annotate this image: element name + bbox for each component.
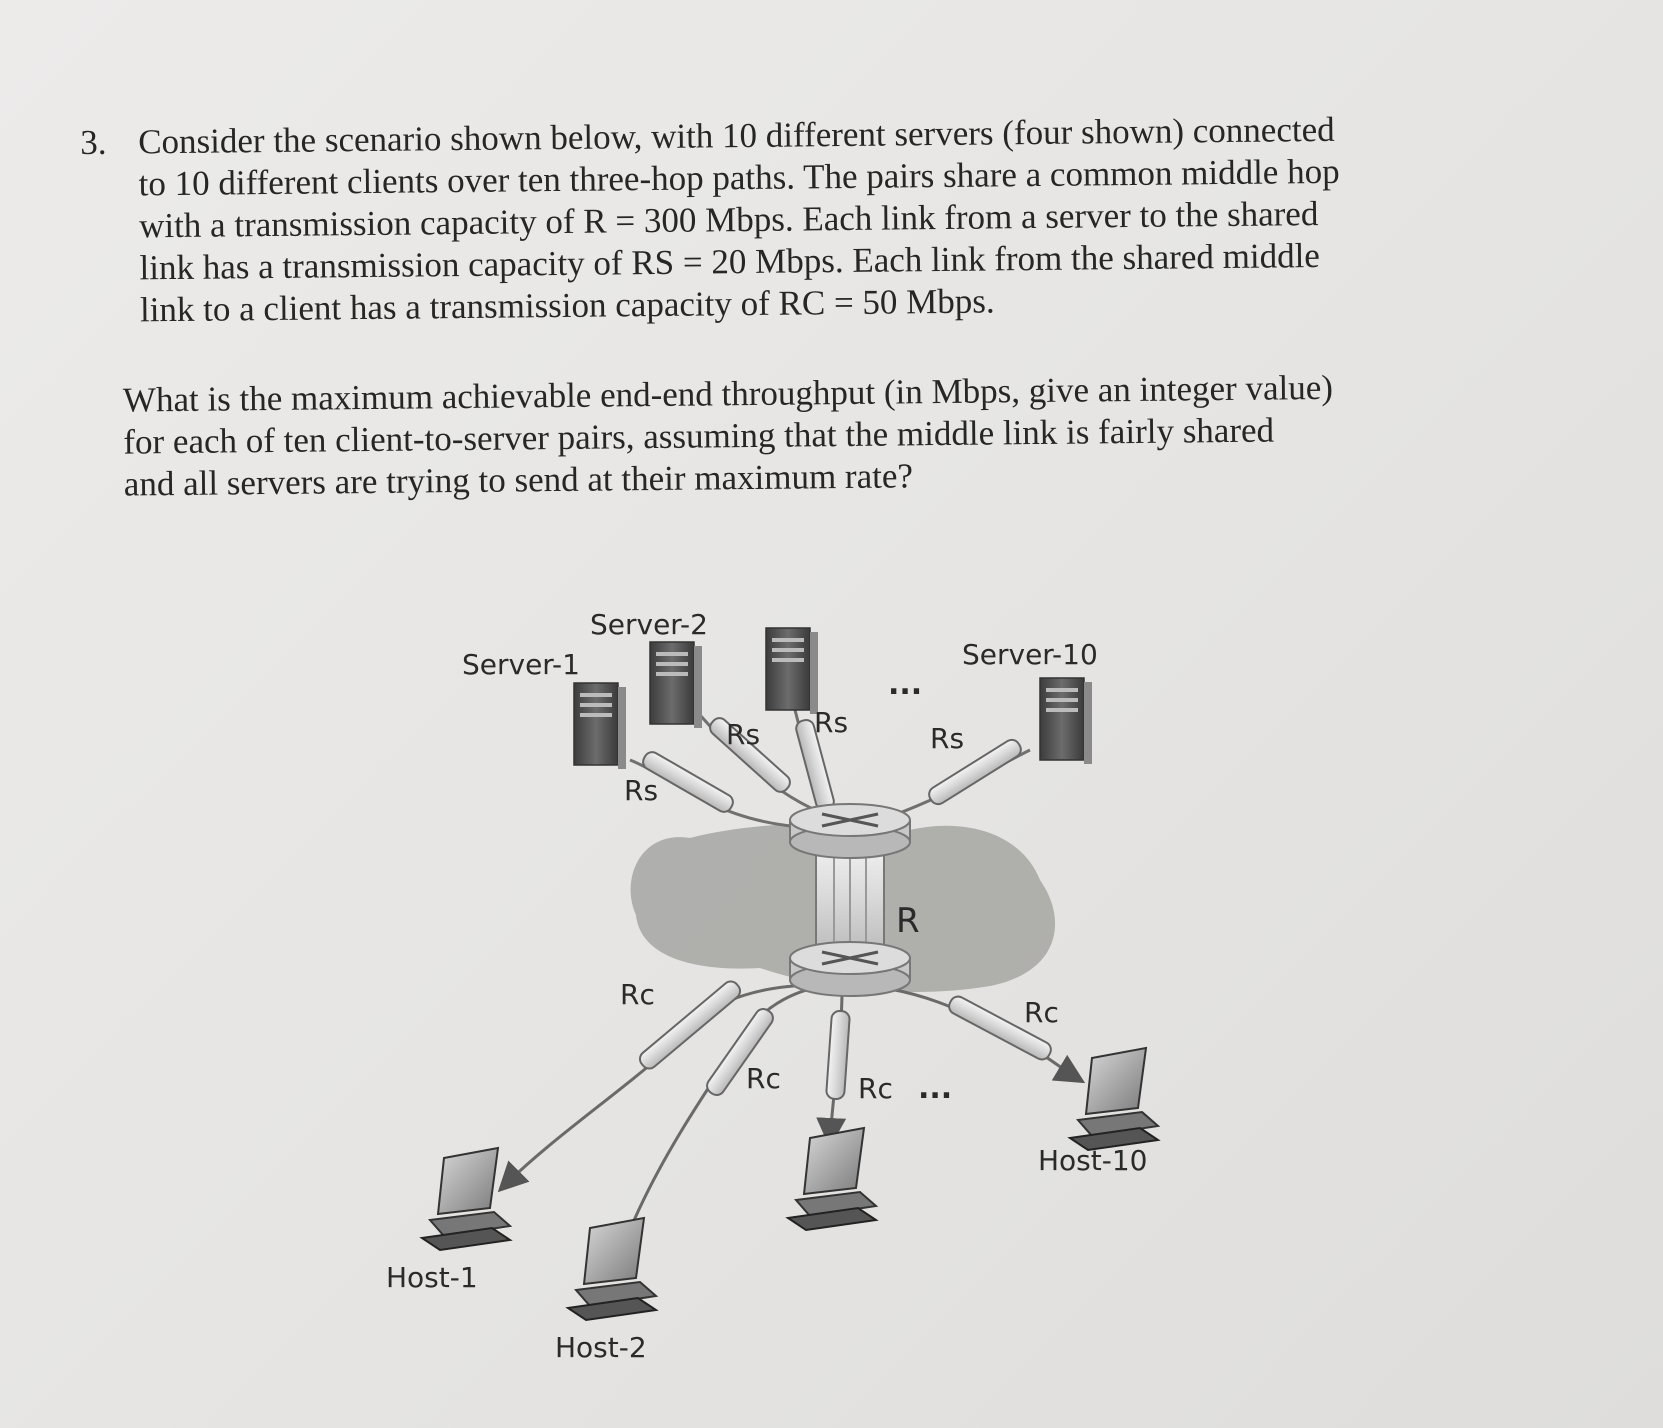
rc-label: Rc <box>1024 996 1059 1029</box>
host-computer-icon <box>788 1128 876 1230</box>
prompt-line: What is the maximum achievable end-end throughput (in Mbps, give an integer value) <box>122 367 1334 420</box>
router-icon <box>790 942 910 996</box>
server-2-label: Server-2 <box>590 608 708 641</box>
host-2-label: Host-2 <box>555 1331 647 1364</box>
server-1-label: Server-1 <box>462 648 580 681</box>
server-icon <box>766 628 818 714</box>
intro-line: to 10 different clients over ten three-hop paths. The pairs share a common middle hop <box>138 151 1340 204</box>
rc-label: Rc <box>620 978 655 1011</box>
intro-line: Consider the scenario shown below, with 10 different servers (four shown) connected <box>138 109 1335 162</box>
host-1-label: Host-1 <box>386 1261 478 1294</box>
rs-label: Rs <box>814 706 849 739</box>
rc-label: Rc <box>746 1062 781 1095</box>
rc-label: Rc <box>858 1072 893 1105</box>
ellipsis-servers: ... <box>888 667 923 702</box>
rs-label: Rs <box>930 722 965 755</box>
server-10-label: Server-10 <box>962 638 1098 671</box>
intro-line: with a transmission capacity of R = 300 Mbps. Each link from a server to the shared <box>138 194 1319 246</box>
prompt-line: and all servers are trying to send at their maximum rate? <box>123 456 914 504</box>
host-computer-icon <box>568 1218 656 1320</box>
server-icon <box>1040 678 1092 764</box>
prompt-line: for each of ten client-to-server pairs, assuming that the middle link is fairly shared <box>123 410 1275 462</box>
server-icon <box>650 642 702 728</box>
link-tube-icon <box>826 1010 850 1099</box>
question-number: 3. <box>80 122 107 162</box>
rs-label: Rs <box>624 774 659 807</box>
router-icon <box>790 804 910 858</box>
intro-line: link has a transmission capacity of RS = 20 Mbps. Each link from the shared middle <box>139 236 1321 288</box>
rs-label: Rs <box>726 718 761 751</box>
intro-line: link to a client has a transmission capacity of RC = 50 Mbps. <box>139 281 995 330</box>
server-icon <box>574 683 626 769</box>
host-computer-icon <box>1070 1048 1158 1150</box>
host-10-label: Host-10 <box>1038 1144 1148 1177</box>
ellipsis-hosts: ... <box>918 1071 953 1106</box>
middle-link-label: R <box>896 901 920 941</box>
host-computer-icon <box>422 1148 510 1250</box>
